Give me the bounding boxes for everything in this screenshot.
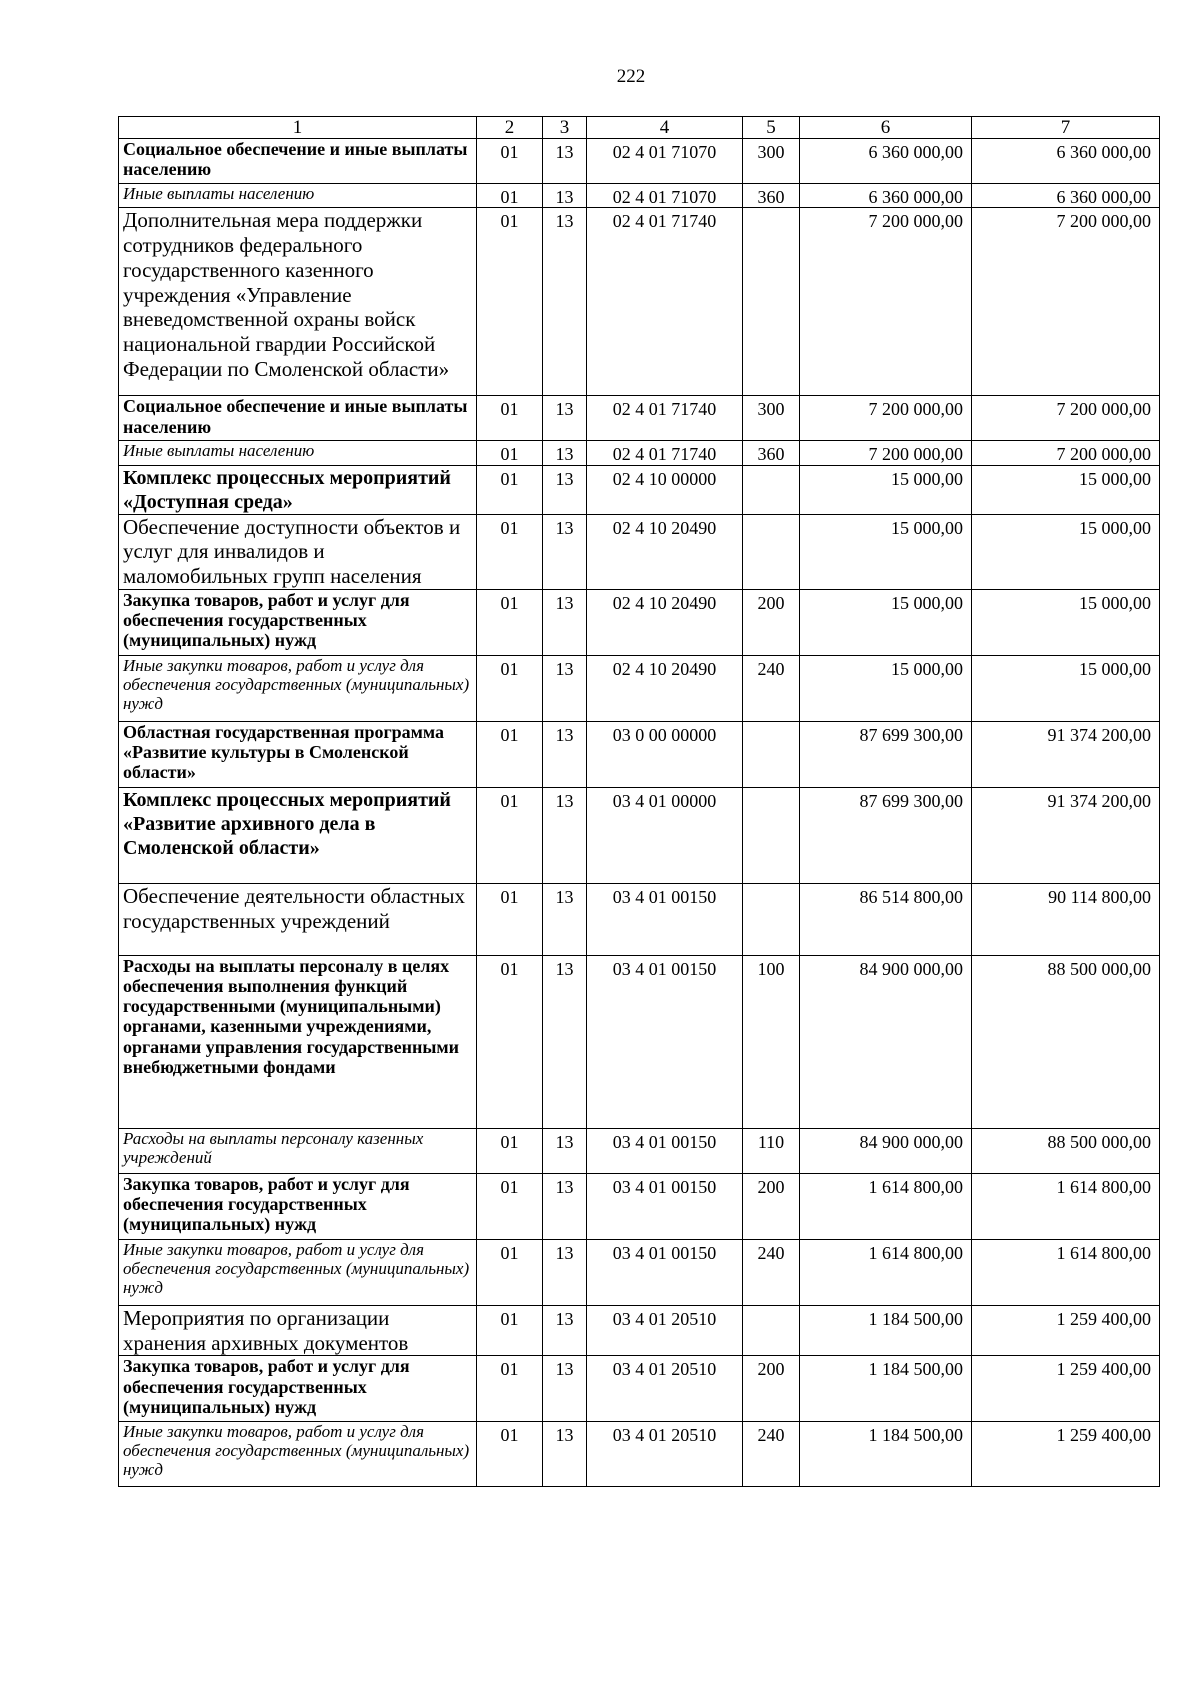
table-row	[119, 184, 1160, 208]
row-amount-year2-cell: 7 200 000,00	[972, 396, 1160, 441]
row-expense-type-cell	[743, 787, 800, 883]
row-expense-type-cell	[743, 721, 800, 787]
row-expense-type-cell: 200	[743, 1356, 800, 1422]
column-header-5: 5	[743, 117, 800, 139]
row-amount-year2-cell: 1 259 400,00	[972, 1356, 1160, 1422]
row-amount-year2-cell: 88 500 000,00	[972, 1128, 1160, 1173]
column-header-6: 6	[800, 117, 972, 139]
row-section-cell: 01	[477, 655, 543, 721]
row-section-cell: 01	[477, 883, 543, 955]
column-header-4: 4	[587, 117, 743, 139]
row-amount-year1-cell: 1 184 500,00	[800, 1305, 972, 1356]
row-name-cell: Иные закупки товаров, работ и услуг для обеспечения государственных (муниципальных) нужд	[119, 1239, 477, 1305]
row-section-cell: 01	[477, 208, 543, 396]
row-expense-type-cell: 300	[743, 139, 800, 184]
table-row	[119, 1128, 1160, 1173]
row-amount-year1-cell: 7 200 000,00	[800, 208, 972, 396]
row-name-cell: Социальное обеспечение и иные выплаты населению	[119, 396, 477, 441]
row-target-article-cell: 03 4 01 00150	[587, 955, 743, 1128]
row-name-cell: Дополнительная мера поддержки сотрудников федерального государственного казенного учреждения «Управление вневедомственной охраны войск национальной гвардии Российской Федерации по Смоленской области»	[119, 208, 477, 396]
row-name-cell: Обеспечение доступности объектов и услуг для инвалидов и маломобильных групп населения	[119, 514, 477, 589]
row-amount-year1-cell: 84 900 000,00	[800, 955, 972, 1128]
row-amount-year2-cell: 1 259 400,00	[972, 1422, 1160, 1487]
row-amount-year2-cell: 1 259 400,00	[972, 1305, 1160, 1356]
row-subsection-cell: 13	[543, 1239, 587, 1305]
row-amount-year2-cell: 15 000,00	[972, 465, 1160, 514]
row-name-cell: Иные выплаты населению	[119, 441, 477, 465]
row-section-cell: 01	[477, 441, 543, 465]
row-expense-type-cell: 110	[743, 1128, 800, 1173]
row-amount-year2-cell: 91 374 200,00	[972, 787, 1160, 883]
row-target-article-cell: 03 4 01 20510	[587, 1422, 743, 1487]
row-expense-type-cell: 100	[743, 955, 800, 1128]
row-name-cell: Иные выплаты населению	[119, 184, 477, 208]
row-expense-type-cell: 200	[743, 589, 800, 655]
row-expense-type-cell: 300	[743, 396, 800, 441]
row-target-article-cell: 02 4 10 00000	[587, 465, 743, 514]
row-target-article-cell: 02 4 01 71740	[587, 396, 743, 441]
row-subsection-cell: 13	[543, 883, 587, 955]
row-subsection-cell: 13	[543, 184, 587, 208]
row-subsection-cell: 13	[543, 441, 587, 465]
row-target-article-cell: 02 4 10 20490	[587, 655, 743, 721]
row-name-cell: Закупка товаров, работ и услуг для обеспечения государственных (муниципальных) нужд	[119, 1356, 477, 1422]
row-subsection-cell: 13	[543, 1128, 587, 1173]
row-section-cell: 01	[477, 1173, 543, 1239]
row-name-cell: Обеспечение деятельности областных государственных учреждений	[119, 883, 477, 955]
row-subsection-cell: 13	[543, 208, 587, 396]
table-row	[119, 139, 1160, 184]
row-name-cell: Иные закупки товаров, работ и услуг для обеспечения государственных (муниципальных) нужд	[119, 1422, 477, 1487]
budget-table	[118, 116, 1160, 1487]
row-subsection-cell: 13	[543, 1422, 587, 1487]
row-section-cell: 01	[477, 184, 543, 208]
row-expense-type-cell	[743, 208, 800, 396]
table-row	[119, 465, 1160, 514]
table-row	[119, 721, 1160, 787]
row-expense-type-cell	[743, 465, 800, 514]
table-row	[119, 1356, 1160, 1422]
table-row	[119, 787, 1160, 883]
row-section-cell: 01	[477, 787, 543, 883]
row-subsection-cell: 13	[543, 514, 587, 589]
row-name-cell: Областная государственная программа «Развитие культуры в Смоленской области»	[119, 721, 477, 787]
row-target-article-cell: 02 4 01 71070	[587, 139, 743, 184]
row-section-cell: 01	[477, 1422, 543, 1487]
row-amount-year2-cell: 88 500 000,00	[972, 955, 1160, 1128]
row-section-cell: 01	[477, 721, 543, 787]
row-name-cell: Закупка товаров, работ и услуг для обеспечения государственных (муниципальных) нужд	[119, 589, 477, 655]
page-number: 222	[616, 66, 646, 87]
table-body	[119, 117, 1160, 1487]
row-amount-year2-cell: 15 000,00	[972, 514, 1160, 589]
table-row	[119, 208, 1160, 396]
row-amount-year1-cell: 1 614 800,00	[800, 1239, 972, 1305]
table-row	[119, 396, 1160, 441]
table-header-row	[119, 117, 1160, 139]
row-section-cell: 01	[477, 1128, 543, 1173]
row-target-article-cell: 03 4 01 00000	[587, 787, 743, 883]
row-amount-year2-cell: 1 614 800,00	[972, 1173, 1160, 1239]
row-section-cell: 01	[477, 514, 543, 589]
table-row	[119, 1305, 1160, 1356]
row-target-article-cell: 03 4 01 20510	[587, 1356, 743, 1422]
row-target-article-cell: 03 4 01 20510	[587, 1305, 743, 1356]
row-target-article-cell: 02 4 10 20490	[587, 514, 743, 589]
row-name-cell: Комплекс процессных мероприятий «Развитие архивного дела в Смоленской области»	[119, 787, 477, 883]
row-subsection-cell: 13	[543, 1305, 587, 1356]
row-subsection-cell: 13	[543, 396, 587, 441]
row-target-article-cell: 03 0 00 00000	[587, 721, 743, 787]
row-amount-year2-cell: 7 200 000,00	[972, 208, 1160, 396]
row-target-article-cell: 02 4 01 71740	[587, 208, 743, 396]
row-amount-year1-cell: 87 699 300,00	[800, 787, 972, 883]
row-amount-year2-cell: 1 614 800,00	[972, 1239, 1160, 1305]
row-section-cell: 01	[477, 1305, 543, 1356]
row-expense-type-cell: 240	[743, 1422, 800, 1487]
row-expense-type-cell: 240	[743, 1239, 800, 1305]
row-amount-year2-cell: 7 200 000,00	[972, 441, 1160, 465]
row-expense-type-cell: 200	[743, 1173, 800, 1239]
row-target-article-cell: 02 4 01 71740	[587, 441, 743, 465]
row-section-cell: 01	[477, 139, 543, 184]
row-name-cell: Мероприятия по организации хранения архивных документов	[119, 1305, 477, 1356]
column-header-1: 1	[119, 117, 477, 139]
row-section-cell: 01	[477, 589, 543, 655]
table-row	[119, 1239, 1160, 1305]
row-name-cell: Закупка товаров, работ и услуг для обеспечения государственных (муниципальных) нужд	[119, 1173, 477, 1239]
row-amount-year2-cell: 15 000,00	[972, 589, 1160, 655]
column-header-3: 3	[543, 117, 587, 139]
row-expense-type-cell	[743, 1305, 800, 1356]
row-target-article-cell: 03 4 01 00150	[587, 883, 743, 955]
row-subsection-cell: 13	[543, 721, 587, 787]
column-header-2: 2	[477, 117, 543, 139]
row-amount-year1-cell: 15 000,00	[800, 589, 972, 655]
row-name-cell: Иные закупки товаров, работ и услуг для обеспечения государственных (муниципальных) нужд	[119, 655, 477, 721]
row-amount-year1-cell: 1 614 800,00	[800, 1173, 972, 1239]
row-amount-year1-cell: 15 000,00	[800, 655, 972, 721]
row-amount-year2-cell: 91 374 200,00	[972, 721, 1160, 787]
row-amount-year1-cell: 15 000,00	[800, 465, 972, 514]
row-section-cell: 01	[477, 1356, 543, 1422]
table-row	[119, 514, 1160, 589]
row-amount-year2-cell: 90 114 800,00	[972, 883, 1160, 955]
row-section-cell: 01	[477, 465, 543, 514]
row-target-article-cell: 02 4 01 71070	[587, 184, 743, 208]
row-name-cell: Социальное обеспечение и иные выплаты населению	[119, 139, 477, 184]
row-expense-type-cell: 240	[743, 655, 800, 721]
row-name-cell: Расходы на выплаты персоналу в целях обеспечения выполнения функций государственными (муниципальными) органами, казенными учреждениями, органами управления государственными внебюджетными фондами	[119, 955, 477, 1128]
row-subsection-cell: 13	[543, 955, 587, 1128]
row-expense-type-cell: 360	[743, 441, 800, 465]
row-amount-year1-cell: 87 699 300,00	[800, 721, 972, 787]
column-header-7: 7	[972, 117, 1160, 139]
row-target-article-cell: 02 4 10 20490	[587, 589, 743, 655]
table-row	[119, 1173, 1160, 1239]
table-row	[119, 441, 1160, 465]
row-subsection-cell: 13	[543, 787, 587, 883]
row-subsection-cell: 13	[543, 465, 587, 514]
row-name-cell: Расходы на выплаты персоналу казенных учреждений	[119, 1128, 477, 1173]
table-row	[119, 883, 1160, 955]
row-expense-type-cell	[743, 883, 800, 955]
row-expense-type-cell	[743, 514, 800, 589]
row-amount-year1-cell: 1 184 500,00	[800, 1422, 972, 1487]
row-section-cell: 01	[477, 955, 543, 1128]
row-amount-year2-cell: 15 000,00	[972, 655, 1160, 721]
row-subsection-cell: 13	[543, 589, 587, 655]
row-section-cell: 01	[477, 1239, 543, 1305]
row-amount-year1-cell: 86 514 800,00	[800, 883, 972, 955]
row-amount-year2-cell: 6 360 000,00	[972, 184, 1160, 208]
row-amount-year1-cell: 7 200 000,00	[800, 396, 972, 441]
row-amount-year1-cell: 84 900 000,00	[800, 1128, 972, 1173]
row-target-article-cell: 03 4 01 00150	[587, 1128, 743, 1173]
row-target-article-cell: 03 4 01 00150	[587, 1239, 743, 1305]
table-row	[119, 955, 1160, 1128]
row-amount-year1-cell: 6 360 000,00	[800, 139, 972, 184]
table-row	[119, 655, 1160, 721]
table-row	[119, 589, 1160, 655]
row-subsection-cell: 13	[543, 1356, 587, 1422]
row-amount-year1-cell: 6 360 000,00	[800, 184, 972, 208]
row-subsection-cell: 13	[543, 655, 587, 721]
table-row	[119, 1422, 1160, 1487]
row-amount-year1-cell: 7 200 000,00	[800, 441, 972, 465]
row-amount-year1-cell: 1 184 500,00	[800, 1356, 972, 1422]
row-subsection-cell: 13	[543, 139, 587, 184]
row-name-cell: Комплекс процессных мероприятий «Доступная среда»	[119, 465, 477, 514]
row-expense-type-cell: 360	[743, 184, 800, 208]
row-subsection-cell: 13	[543, 1173, 587, 1239]
row-amount-year1-cell: 15 000,00	[800, 514, 972, 589]
row-section-cell: 01	[477, 396, 543, 441]
row-target-article-cell: 03 4 01 00150	[587, 1173, 743, 1239]
row-amount-year2-cell: 6 360 000,00	[972, 139, 1160, 184]
